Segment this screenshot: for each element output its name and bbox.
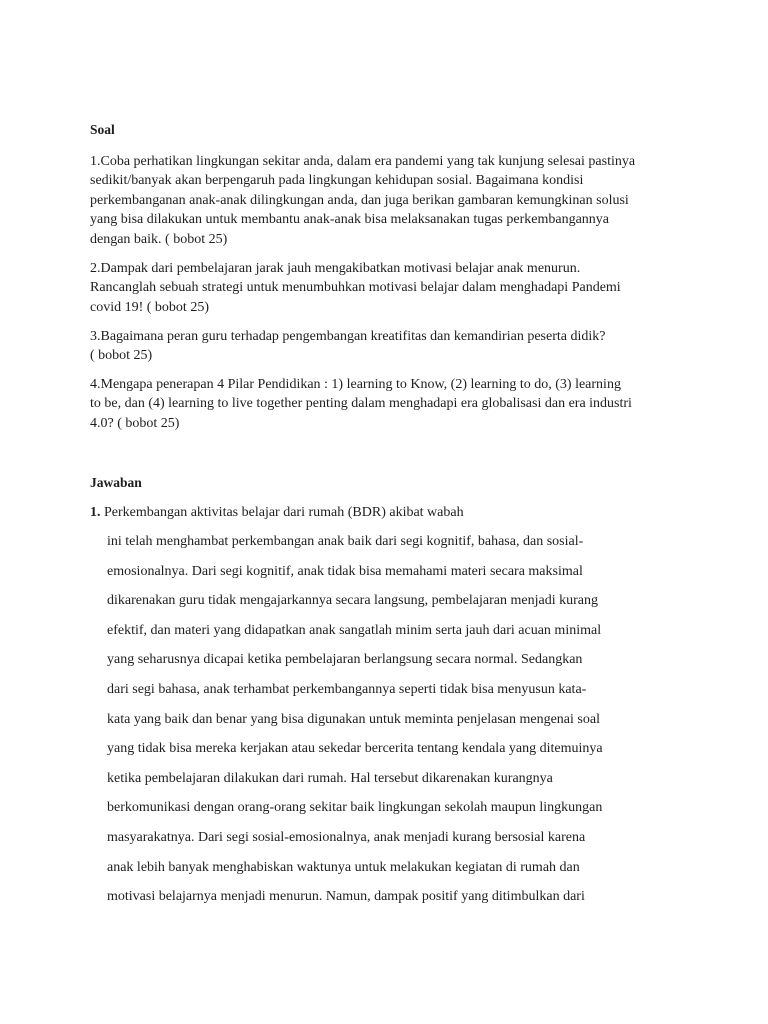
answer-1-line: dari segi bahasa, anak terhambat perkembangannya seperti tidak bisa menyusun kata-	[107, 681, 587, 697]
question-3-line: ( bobot 25)	[90, 348, 153, 364]
question-4-line: to be, dan (4) learning to live together penting dalam menghadapi era globalisasi dan era industri	[90, 396, 632, 412]
answer-1-line: yang tidak bisa mereka kerjakan atau sekedar bercerita tentang kendala yang ditemuinya	[107, 741, 603, 757]
question-2-line: covid 19! ( bobot 25)	[90, 299, 209, 315]
answer-1-line: yang seharusnya dicapai ketika pembelajaran berlangsung secara normal. Sedangkan	[107, 652, 583, 668]
question-3	[90, 327, 690, 366]
question-2-line: Rancanglah sebuah strategi untuk menumbuhkan motivasi belajar dalam menghadapi Pandemi	[90, 280, 621, 296]
soal-heading: Soal	[90, 122, 115, 137]
answer-1-first-text: Perkembangan aktivitas belajar dari rumah (BDR) akibat wabah	[100, 505, 464, 520]
question-4	[90, 375, 690, 433]
question-1-line: yang bisa dilakukan untuk membantu anak-anak bisa melaksanakan tugas perkembangannya	[90, 212, 609, 228]
question-3-line: 3.Bagaimana peran guru terhadap pengembangan kreatifitas dan kemandirian peserta didik?	[90, 329, 606, 344]
answer-1-line: masyarakatnya. Dari segi sosial-emosionalnya, anak menjadi kurang bersosial karena	[107, 829, 586, 845]
question-2	[90, 259, 690, 317]
question-1	[90, 152, 690, 249]
answer-1-line: ketika pembelajaran dilakukan dari rumah. Hal tersebut dikarenakan kurangnya	[107, 770, 553, 786]
question-1-line: 1.Coba perhatikan lingkungan sekitar anda, dalam era pandemi yang tak kunjung selesai pastinya	[90, 154, 636, 169]
answer-1-line: motivasi belajarnya menjadi menurun. Namun, dampak positif yang ditimbulkan dari	[107, 889, 585, 905]
question-2-line: 2.Dampak dari pembelajaran jarak jauh mengakibatkan motivasi belajar anak menurun.	[90, 261, 581, 276]
answer-1-line: kata yang baik dan benar yang bisa digunakan untuk meminta penjelasan mengenai soal	[107, 711, 600, 727]
question-1-line: dengan baik. ( bobot 25)	[90, 231, 228, 247]
answer-1-number: 1.	[90, 505, 101, 520]
answer-1-line: berkomunikasi dengan orang-orang sekitar baik lingkungan sekolah maupun lingkungan	[107, 800, 603, 816]
question-1-line: perkembanganan anak-anak dilingkungan anda, dan juga berikan gambaran kemungkinan solusi	[90, 192, 629, 208]
answer-1-line: efektif, dan materi yang didapatkan anak sangatlah minim serta jauh dari acuan minimal	[107, 622, 602, 638]
question-1-line: sedikit/banyak akan berpengaruh pada lingkungan kehidupan sosial. Bagaimana kondisi	[90, 173, 584, 189]
answer-1-line: anak lebih banyak menghabiskan waktunya untuk melakukan kegiatan di rumah dan	[107, 859, 580, 875]
answer-1-line: ini telah menghambat perkembangan anak baik dari segi kognitif, bahasa, dan sosial-	[107, 534, 584, 549]
answer-1-line: emosionalnya. Dari segi kognitif, anak tidak bisa memahami materi secara maksimal	[107, 563, 583, 579]
answer-1-first-line	[90, 503, 464, 522]
answer-1-body	[107, 532, 667, 917]
answer-1-line: dikarenakan guru tidak mengajarkannya secara langsung, pembelajaran menjadi kurang	[107, 593, 598, 609]
question-4-line: 4.0? ( bobot 25)	[90, 415, 180, 431]
jawaban-heading: Jawaban	[90, 475, 142, 490]
question-4-line: 4.Mengapa penerapan 4 Pilar Pendidikan : 1) learning to Know, (2) learning to do, (3) learning	[90, 377, 621, 392]
